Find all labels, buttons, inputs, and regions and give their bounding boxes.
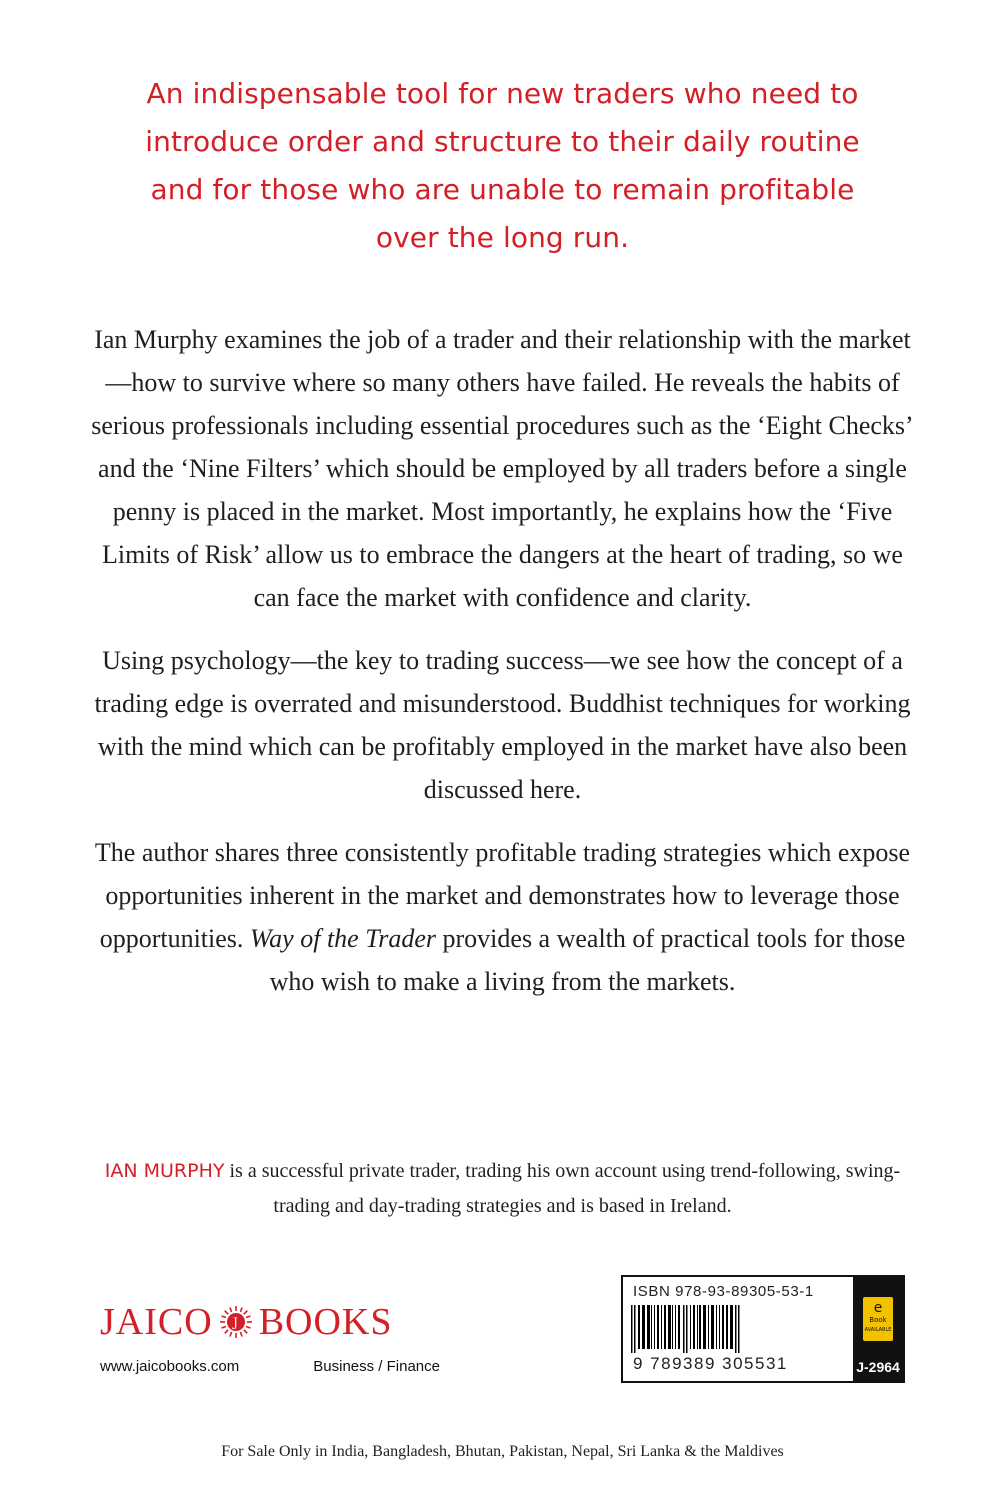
headline-line: An indispensable tool for new traders who need to [146,77,859,110]
barcode-bar [686,1305,688,1353]
barcode-bar [638,1305,640,1349]
barcode-bar [730,1305,733,1349]
blurb-paragraph-3 [90,831,915,1003]
barcode-bar [738,1305,740,1353]
barcode-bar [697,1305,698,1349]
publisher-meta [100,1358,440,1375]
code-side [853,1277,903,1381]
barcode-bar [708,1305,709,1349]
sale-territory-note: For Sale Only in India, Bangladesh, Bhutan, Pakistan, Nepal, Sri Lanka & the Maldives [221,1443,784,1460]
blurb-paragraph-2: Using psychology—the key to trading success—we see how the concept of a trading edge is overrated and misunderstood. Buddhist techniques for working with the mind which can be profitably employed in the market have also been discussed here. [94,646,911,804]
barcode-bar [664,1305,666,1349]
author-bio-text: is a successful private trader, trading his own account using trend-following, swing-trading and day-trading strategies and is based in Ireland. [224,1160,901,1217]
ebook-available-badge [863,1297,893,1341]
headline [90,70,915,262]
barcode-bar [693,1305,695,1349]
barcode-bar [651,1305,652,1349]
publisher-name-left: JAICO [100,1301,213,1343]
catalog-code: J-2964 [856,1359,900,1375]
barcode-bar [678,1305,680,1349]
barcode-bar [699,1305,701,1349]
headline-line: introduce order and structure to their daily routine [145,125,860,158]
barcode-box [621,1275,905,1383]
logo-letter: J [232,1315,239,1330]
barcode-bar [631,1305,633,1353]
ebook-badge-text: Book [869,1316,887,1324]
barcode-bar [726,1305,728,1349]
barcode-bar [654,1305,655,1349]
author-name: IAN MURPHY [104,1160,225,1182]
barcode-bar [719,1305,720,1349]
blurb-paragraph-1: Ian Murphy examines the job of a trader and their relationship with the market—how to survive where so many others have failed. He reveals the habits of serious professionals including essential procedures such as the ‘Eight Checks’ and the ‘Nine Filters’ which should be employed by all traders before a single penny is placed in the market. Most importantly, he explains how the ‘Five Limits of Risk’ allow us to embrace the dangers at the heart of trading, so we can face the market with confidence and clarity. [91,325,914,612]
ebook-badge-glyph: e [873,1300,883,1316]
barcode-bar [672,1305,673,1349]
isbn-digits: 9 789389 305531 [633,1354,788,1373]
author-bio [100,1154,905,1224]
headline-line: and for those who are unable to remain profitable [150,173,855,206]
barcode-area [623,1277,853,1381]
barcode-bar [668,1305,671,1349]
blurb [90,318,915,1023]
publisher-name-right: BOOKS [258,1301,393,1343]
barcode-bar [690,1305,691,1349]
book-title: Way of the Trader [249,924,437,953]
publisher-block [100,1300,440,1375]
barcode-icon [629,1305,851,1353]
barcode-bar [703,1305,706,1349]
publisher-website: www.jaicobooks.com [100,1358,240,1375]
headline-line: over the long run. [375,221,630,254]
publisher-logo [100,1300,440,1344]
ebook-badge-subtext: AVAILABLE [864,1327,892,1333]
barcode-bar [647,1305,650,1349]
blurb-text: The author shares three consistently profitable trading strategies which expose opportunities inherent in the market and demonstrates how to leverage those opportunities. [94,838,911,953]
barcode-bar [683,1305,685,1353]
isbn-label: ISBN 978-93-89305-53-1 [633,1283,814,1300]
barcode-bar [716,1305,717,1349]
barcode-bar [634,1305,636,1353]
blurb-text: provides a wealth of practical tools for those who wish to make a living from the markets. [269,924,906,996]
barcode-bar [661,1305,662,1349]
barcode-bar [642,1305,645,1349]
barcode-bar [675,1305,676,1349]
sun-logo-icon [219,1305,253,1339]
barcode-bar [722,1305,724,1349]
barcode-bar [657,1305,659,1349]
book-category: Business / Finance [313,1358,440,1375]
barcode-bar [735,1305,737,1353]
barcode-bar [711,1305,714,1349]
